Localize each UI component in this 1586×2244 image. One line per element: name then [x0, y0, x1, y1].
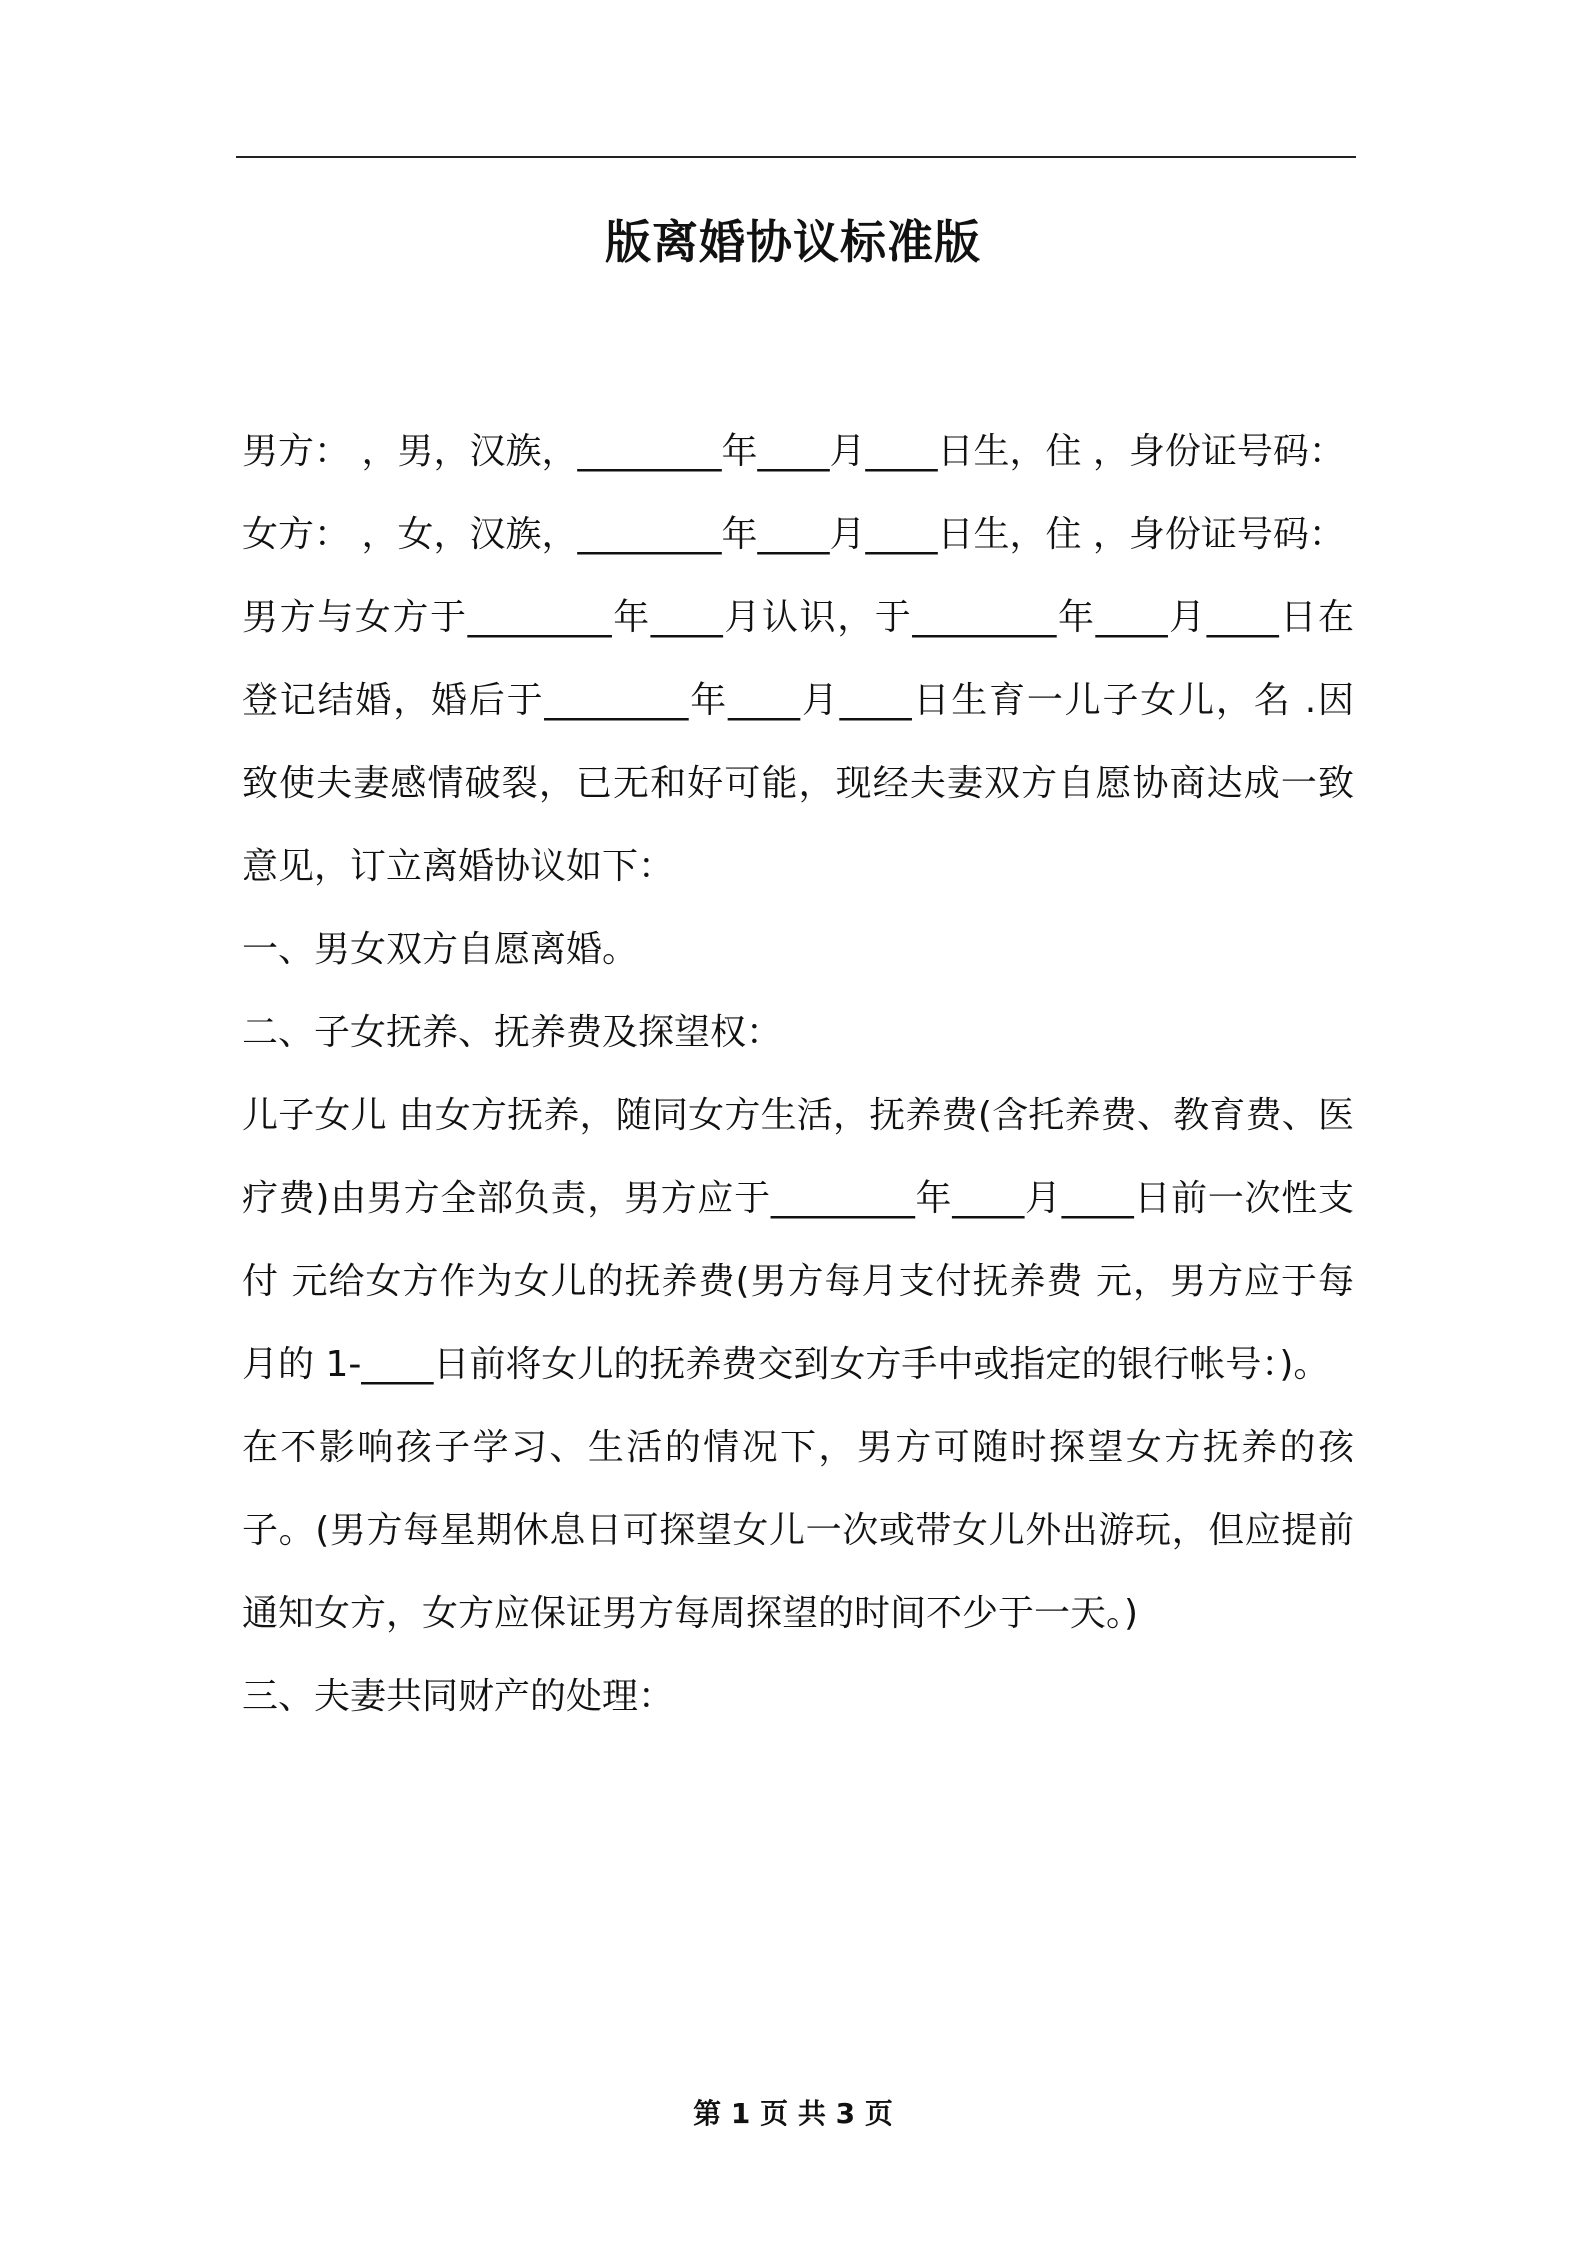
paragraph-male-party: 男方： ，男，汉族，________年____月____日生，住 ，身份证号码： [242, 431, 1345, 472]
clause-3-heading: 三、夫妻共同财产的处理： [242, 1676, 675, 1717]
paragraph-visitation: 在不影响孩子学习、生活的情况下，男方可随时探望女方抚养的孩子。(男方每星期休息日可探望女儿一次或带女儿外出游玩，但应提前通知女方，女方应保证男方每周探望的时间不少于一天。) [242, 1427, 1354, 1634]
paragraph-background: 男方与女方于________年____月认识，于________年____月____日在 登记结婚，婚后于________年____月____日生育一儿子女儿，名 .因 致使夫妻感情破裂，已无和好可能，现经夫妻双方自愿协商达成一致意见，订立离婚协议如下： [242, 597, 1366, 887]
document-title: 版离婚协议标准版 [605, 215, 981, 269]
paragraph-child-support: 儿子女儿 由女方抚养，随同女方生活，抚养费(含托养费、教育费、医疗费)由男方全部负责，男方应于________年____月____日前一次性支付 元给女方作为女儿的抚养费(男方每月支付抚养费 元，男方应于每月的 1-____日前将女儿的抚养费交到女方手中或指定的银行帐号：)。 [242, 1095, 1354, 1385]
paragraph-female-party: 女方： ，女，汉族，________年____月____日生，住 ，身份证号码： [242, 514, 1345, 555]
clause-2-heading: 二、子女抚养、抚养费及探望权： [242, 1012, 783, 1053]
document-body [242, 410, 1366, 1738]
page-number-footer: 第 1 页 共 3 页 [693, 2097, 893, 2130]
clause-1-heading: 一、男女双方自愿离婚。 [242, 929, 639, 970]
header-rule [236, 156, 1356, 158]
